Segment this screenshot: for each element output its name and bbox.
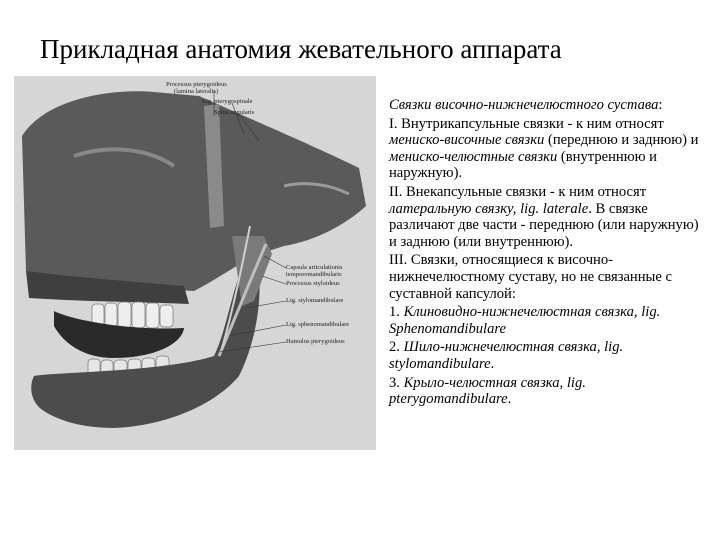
paragraph-extracapsular: II. Внекапсульные связки - к ним относят латеральную связку, lig. laterale. В связке различают две части - переднюю (или наружную) и заднюю (или внутреннюю). — [389, 183, 699, 250]
label-spina-angularis: Spina angularis — [214, 109, 255, 116]
label-processus-pterygoideus: Processus pterygoideus — [166, 81, 227, 88]
skull-section-drawing — [14, 76, 376, 450]
anatomy-illustration — [14, 76, 376, 450]
label-lig-sphenomandibulare: Lig. sphenomandibulare — [286, 321, 350, 328]
list-item-pterygomandibulare: 3. Крыло-челюстная связка, lig. pterygomandibulare. — [389, 374, 586, 408]
paragraph-intracapsular: I. Внутрикапсульные связки - к ним относят мениско-височные связки (переднюю и заднюю) и мениско-челюстные связки (внутреннюю и наружную). — [389, 115, 699, 182]
label-temporomandibularis: temporomandibularis — [286, 271, 342, 278]
label-lig-stylomandibulare: Lig. stylomandibulare — [286, 297, 344, 304]
label-processus-styloideus: Processus styloideus — [286, 280, 340, 287]
list-item-stylomandibulare: 2. Шило-нижнечелюстная связка, lig. stylomandibulare. — [389, 339, 624, 372]
slide-title: Прикладная анатомия жевательного аппарата — [40, 34, 562, 64]
list-item-sphenomandibulare: 1. Клиновидно-нижнечелюстная связка, lig. Sphenomandibulare — [389, 304, 661, 337]
paragraph-related-ligaments: III. Связки, относящиеся к височно-нижнечелюстному суставу, но не связанные с суставной капсулой: — [389, 252, 672, 302]
label-lamina-lateralis: (lamina lateralis) — [174, 88, 219, 95]
label-hamulus-pterygoideus: Hamulus pterygoideus — [286, 338, 345, 345]
label-capsula-articulationis: Capsula articulationis — [286, 264, 343, 271]
ligaments-text-block — [389, 97, 699, 410]
section-heading: Связки височно-нижнечелюстного сустава: — [389, 97, 663, 113]
label-lig-pterygospinale: Lig. pterygospinale — [202, 98, 253, 105]
